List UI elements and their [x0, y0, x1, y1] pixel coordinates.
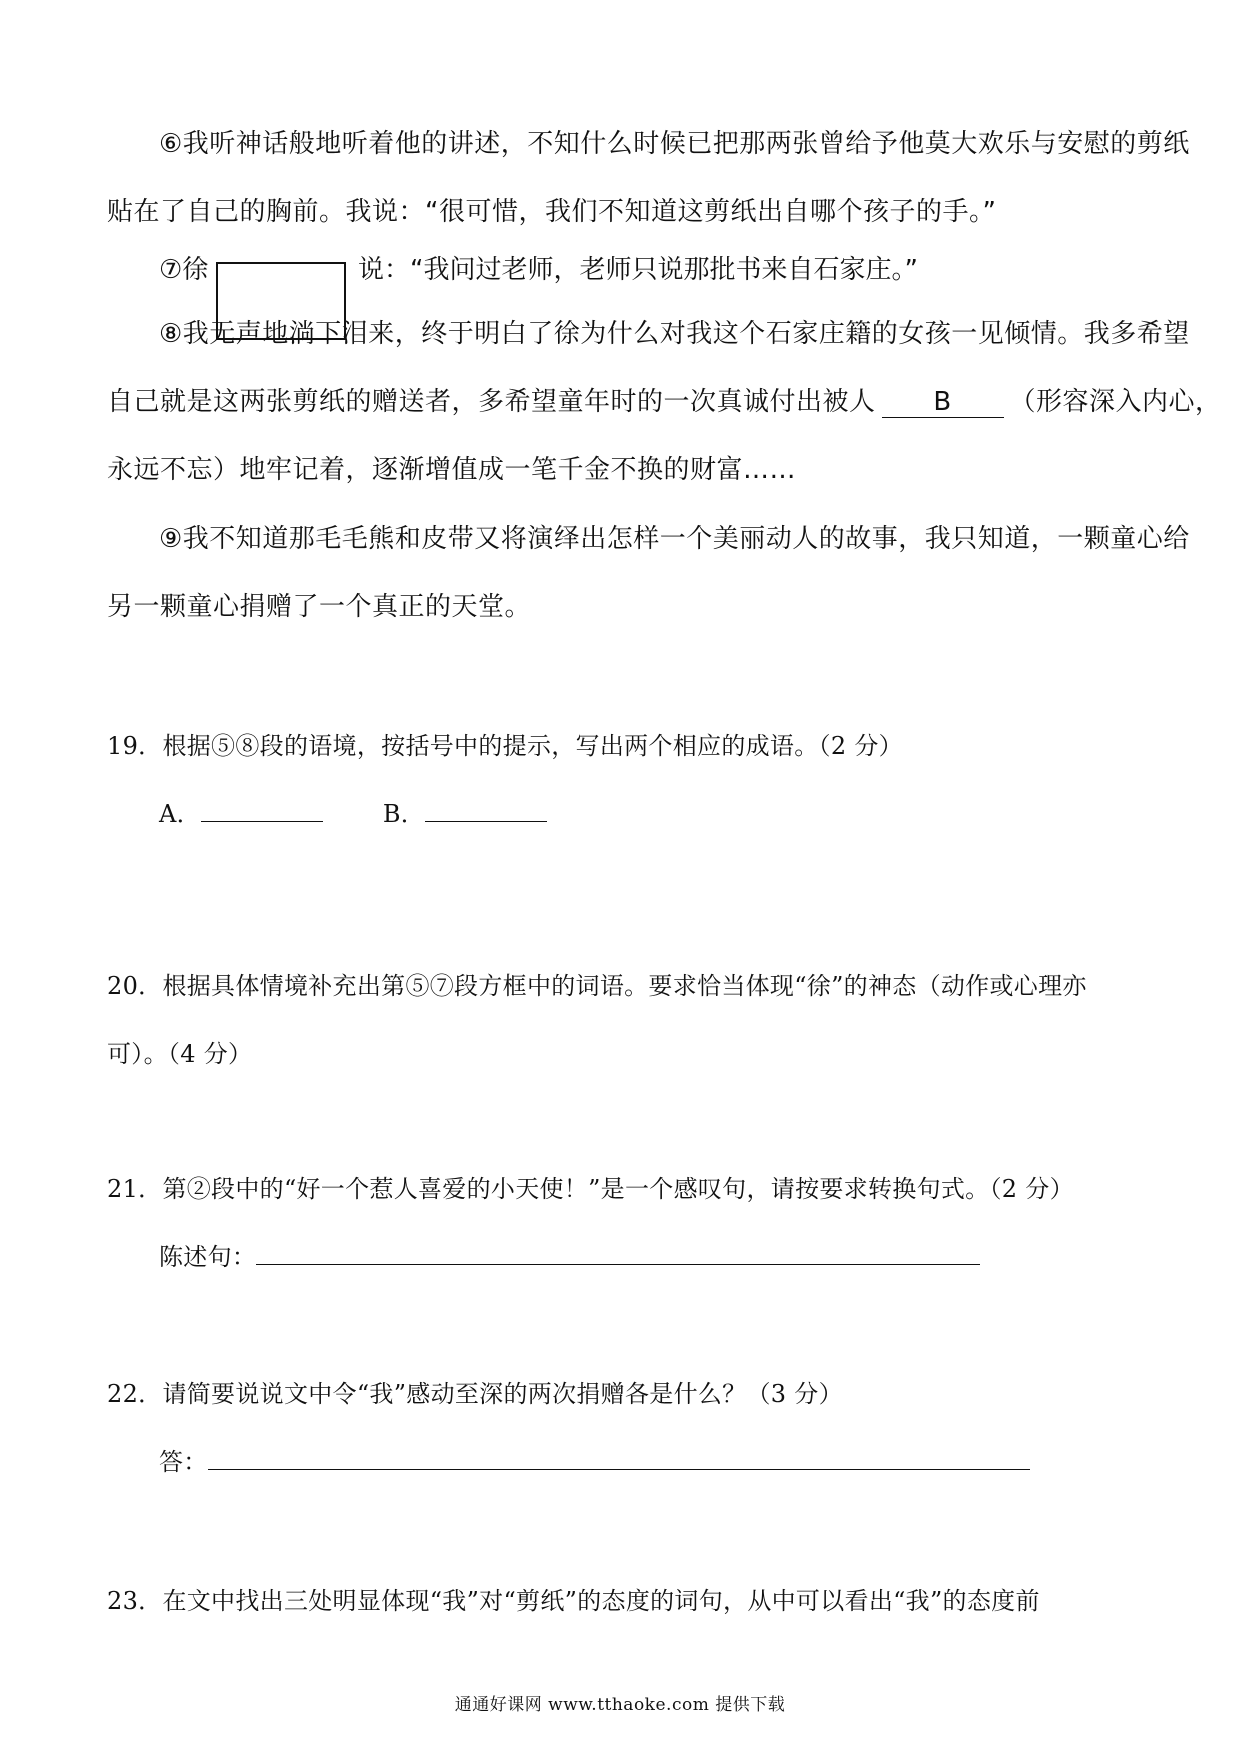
- question-19-answers: [107, 780, 1147, 848]
- question-22-label: 答：: [159, 1448, 208, 1476]
- paragraph-8-line-1: ⑧我无声地淌下泪来，终于明白了徐为什么对我这个石家庄籍的女孩一见倾情。我多希望: [159, 319, 1190, 349]
- page-footer: 通通好课网 www.tthaoke.com 提供下载: [454, 1695, 786, 1715]
- question-20: [107, 952, 1147, 1088]
- paragraph-6-line-1: ⑥我听神话般地听着他的讲述，不知什么时候已把那两张曾给予他莫大欢乐与安慰的剪纸: [159, 129, 1190, 159]
- answer-blank-a[interactable]: [201, 799, 323, 822]
- question-20-line-1: 20．根据具体情境补充出第⑤⑦段方框中的词语。要求恰当体现“徐”的神态（动作或心理亦: [107, 972, 1087, 1000]
- paragraph-7-prefix: ⑦徐: [159, 255, 209, 285]
- question-19-label-b: B．: [382, 800, 426, 828]
- paragraph-6: [107, 110, 1190, 246]
- paragraph-6-line-2: 贴在了自己的胸前。我说：“很可惜，我们不知道这剪纸出自哪个孩子的手。”: [107, 197, 997, 227]
- blank-b[interactable]: B: [882, 387, 1004, 418]
- paragraph-9-line-2: 另一颗童心捐赠了一个真正的天堂。: [107, 592, 532, 622]
- question-19: [107, 712, 1147, 848]
- paragraph-9: [107, 505, 1190, 641]
- question-21-answer-row: [107, 1223, 1147, 1291]
- paragraph-7-suffix: 说：“我问过老师，老师只说那批书来自石家庄。”: [358, 255, 918, 285]
- paragraph-8: [107, 300, 1222, 504]
- question-21: [107, 1155, 1147, 1291]
- paragraph-8-line-3: 永远不忘）地牢记着，逐渐增值成一笔千金不换的财富……: [107, 455, 797, 485]
- question-22-answer-row: [107, 1428, 1147, 1496]
- question-22: [107, 1360, 1147, 1496]
- answer-line-donations[interactable]: [208, 1447, 1030, 1470]
- question-23: [107, 1567, 1147, 1635]
- paragraph-8-line-2-after: （形容深入内心，: [1009, 387, 1222, 417]
- answer-blank-b[interactable]: [425, 799, 547, 822]
- paragraph-8-line-2-before: 自己就是这两张剪纸的赠送者，多希望童年时的一次真诚付出被人: [107, 387, 876, 417]
- paragraph-8-line-2: [107, 368, 1222, 436]
- question-21-text: 21．第②段中的“好一个惹人喜爱的小天使！”是一个感叹句，请按要求转换句式。（2 分）: [107, 1175, 1074, 1203]
- paragraph-9-line-1: ⑨我不知道那毛毛熊和皮带又将演绎出怎样一个美丽动人的故事，我只知道，一颗童心给: [159, 524, 1190, 554]
- question-19-text: 19．根据⑤⑧段的语境，按括号中的提示，写出两个相应的成语。（2 分）: [107, 732, 903, 760]
- question-19-label-a: A．: [159, 800, 201, 828]
- question-20-line-2: 可）。（4 分）: [107, 1040, 253, 1068]
- question-22-text: 22．请简要说说文中令“我”感动至深的两次捐赠各是什么？（3 分）: [107, 1380, 843, 1408]
- answer-line-declarative[interactable]: [256, 1242, 980, 1265]
- question-21-label: 陈述句：: [159, 1243, 257, 1271]
- question-23-text: 23．在文中找出三处明显体现“我”对“剪纸”的态度的词句，从中可以看出“我”的态度前: [107, 1587, 1040, 1615]
